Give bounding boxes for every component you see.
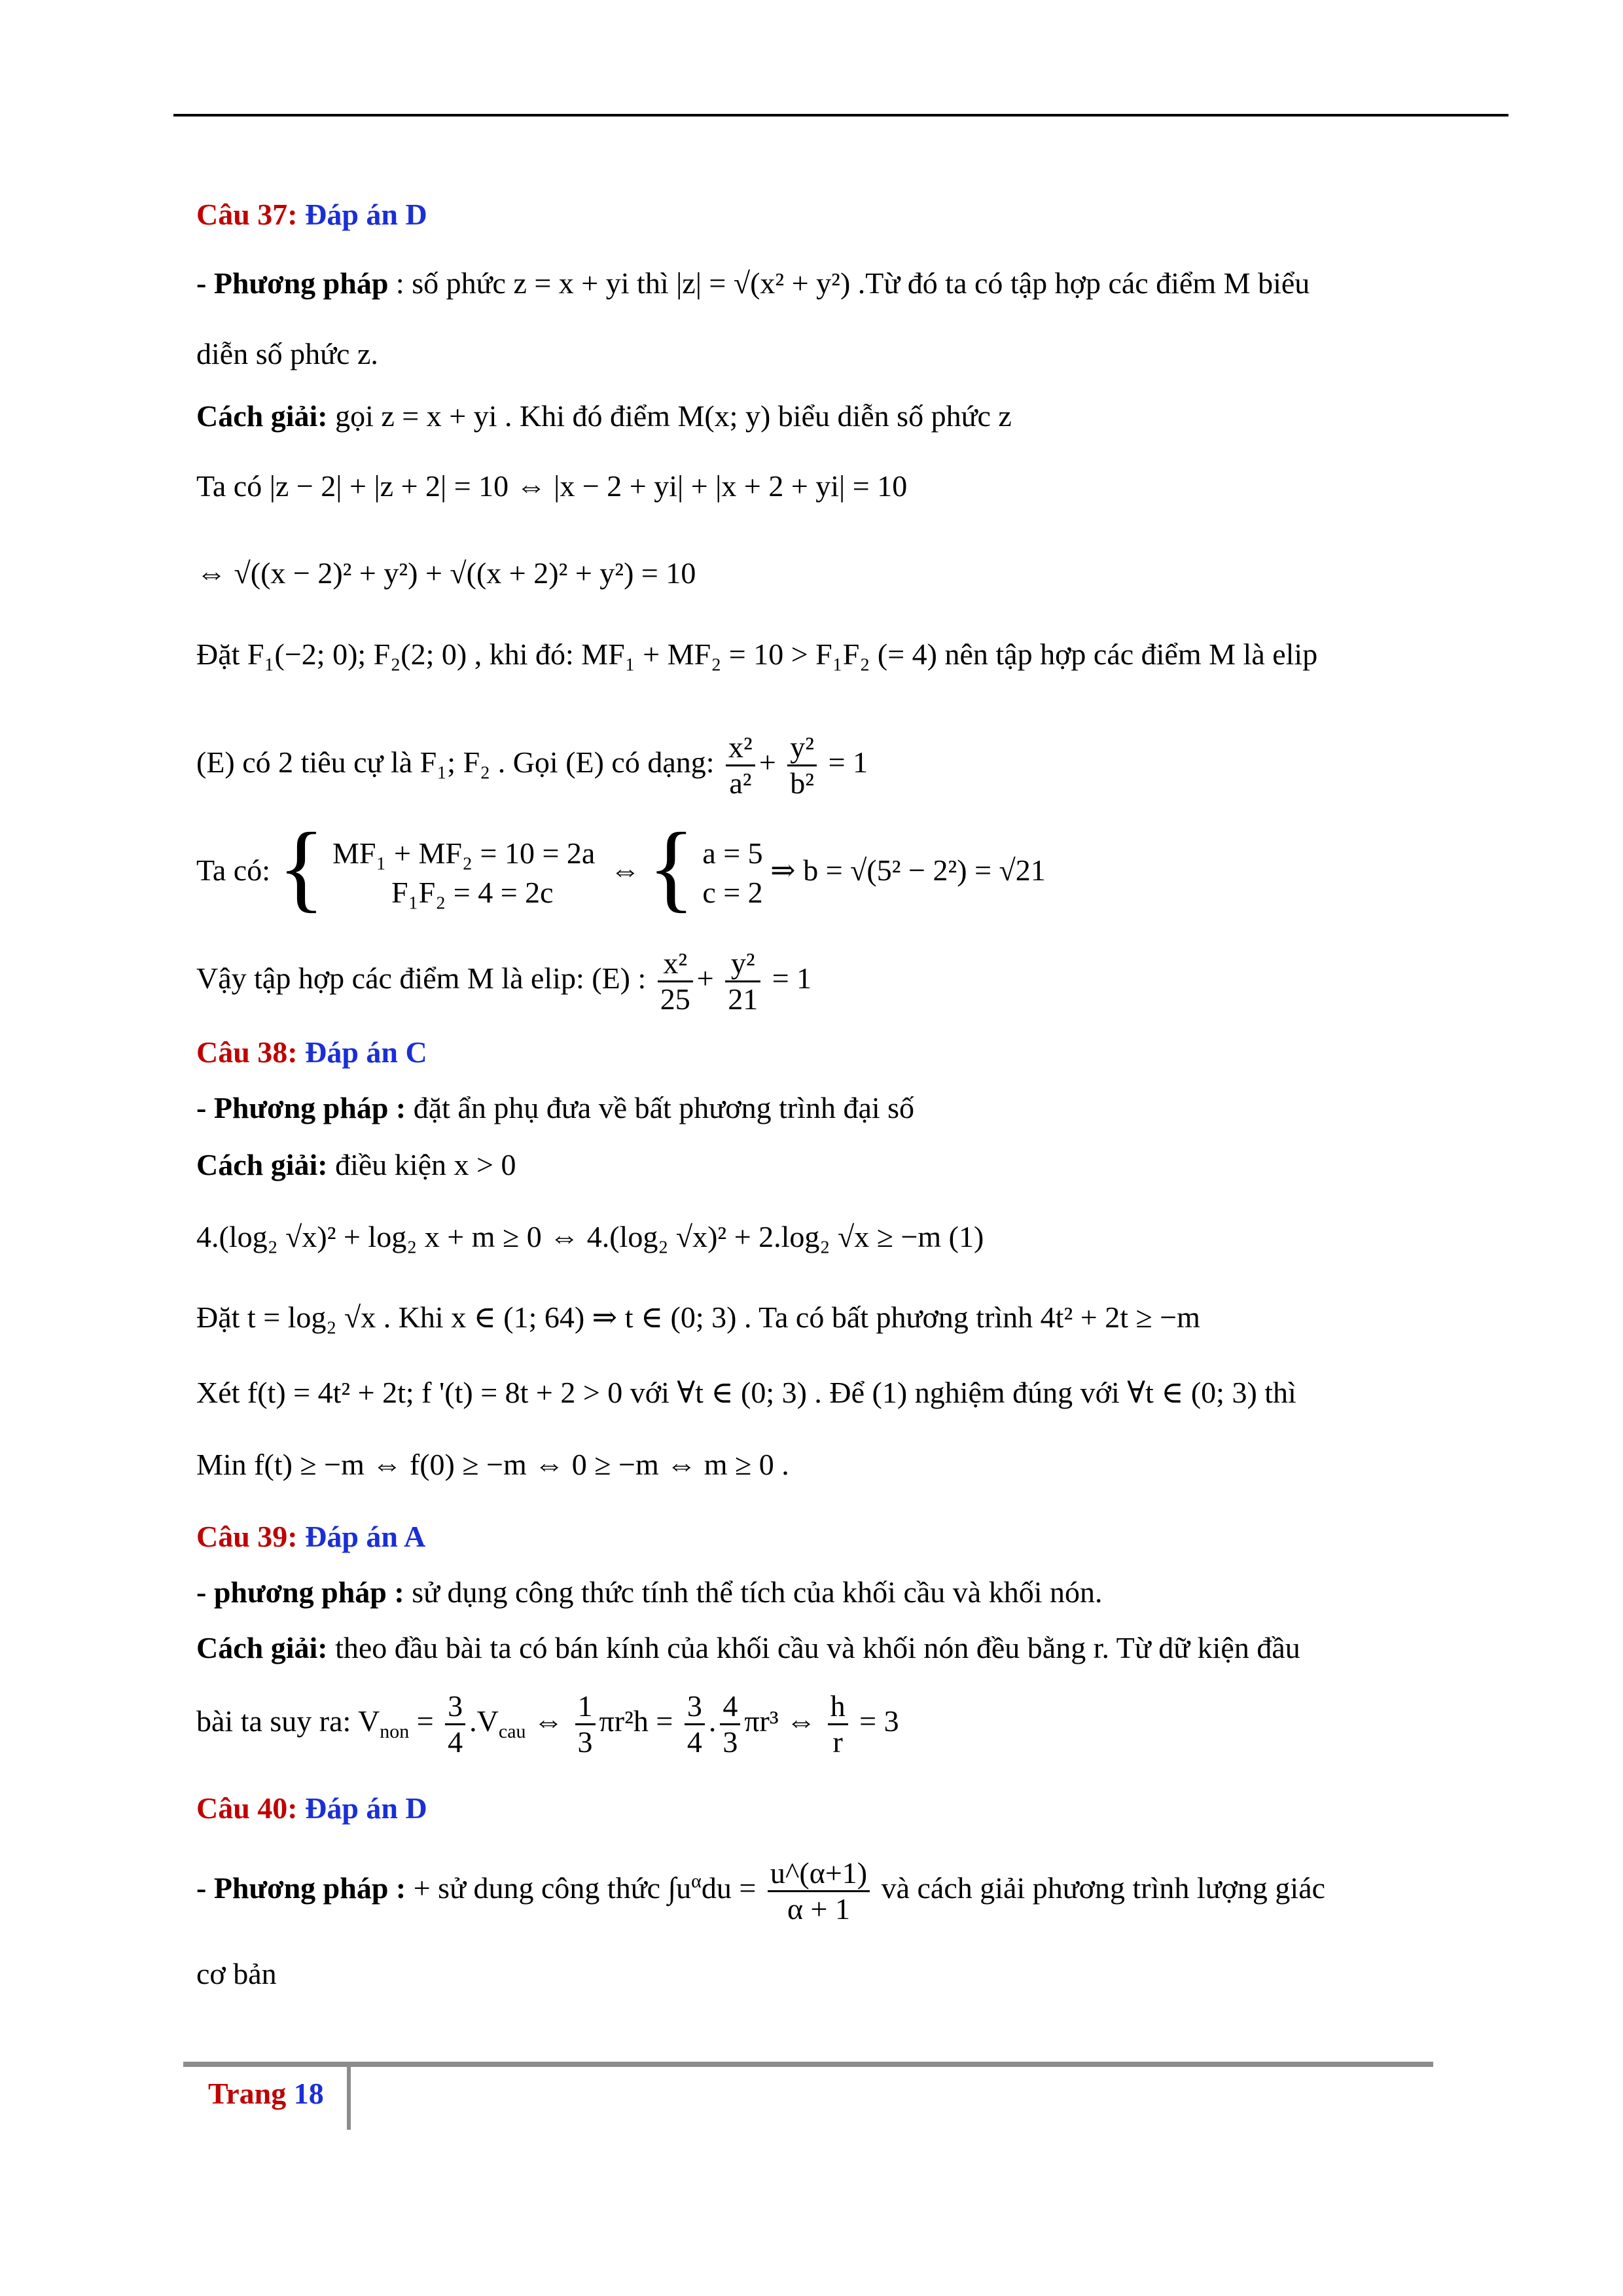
q38-solution bbox=[196, 1147, 516, 1183]
fraction: $\frac{3}{4}$ bbox=[445, 1689, 465, 1759]
q40-method: - Phương pháp : + sử dung công thức $\int u^\alpha du$ = $\frac{u\^{}(\alpha+1)}{\alpha + 1}$ và cách giải phương trình lượng giác bbox=[196, 1856, 1326, 1926]
left-brace: { bbox=[277, 813, 325, 922]
q39-line1: bài ta suy ra: $V_{non}$ = $\frac{3}{4}$ $.V_{cau}$ ⇔ $\frac{1}{3}$ πr²h = $\frac{3}{4}$ . $\frac{4}{3}$ πr³ ⇔ $\frac{h}{r}$ = 3 bbox=[196, 1689, 899, 1759]
q38-line1: 4.(log₂ √x)² + log₂ x + m ≥ 0 ⇔ 4.(log₂ √x)² + 2.log₂ √x ≥ −m (1) bbox=[196, 1220, 984, 1253]
q38-method-text: đặt ẩn phụ đưa về bất phương trình đại số bbox=[406, 1091, 915, 1124]
q39-solution bbox=[196, 1630, 1300, 1666]
fraction: $\frac{4}{3}$ bbox=[720, 1689, 740, 1759]
q39-method-text: sử dụng công thức tính thể tích của khối cầu và khối nón. bbox=[404, 1575, 1103, 1609]
q38-solution-text: điều kiện x > 0 bbox=[327, 1148, 516, 1181]
fraction: $\frac{h}{r}$ bbox=[828, 1689, 848, 1759]
q39-solution-text: theo đầu bài ta có bán kính của khối cầu và khối nón đều bằng r. Từ dữ kiện đầu bbox=[327, 1631, 1300, 1664]
q40-answer: Đáp án D bbox=[305, 1791, 427, 1825]
q39-solution-label: Cách giải: bbox=[196, 1631, 328, 1664]
q40-method-cont: cơ bản bbox=[196, 1957, 277, 1990]
q39-answer: Đáp án A bbox=[305, 1520, 426, 1553]
q37-line5: Ta có: { MF₁ + MF₂ = 10 = 2a F₁F₂ = 4 = 2c ⇔ { a = 5 c = 2 ⇒ b = √(5² − 2²) = √21 bbox=[196, 813, 1046, 922]
q38-solution-label: Cách giải: bbox=[196, 1148, 328, 1181]
q37-line6: Vậy tập hợp các điểm M là elip: (E) : $\frac{\text{x²}}{25}$ + $\frac{\text{y²}}{21}$ = 1 bbox=[196, 946, 812, 1016]
fraction: $\frac{\text{x²}}{\text{a²}}$ bbox=[726, 730, 755, 800]
footer-divider bbox=[347, 2064, 351, 2130]
system-2: a = 5 c = 2 bbox=[702, 836, 763, 910]
fraction: $\frac{u\^{}(\alpha+1)}{\alpha + 1}$ bbox=[768, 1856, 870, 1926]
q37-method-text: : số phức z = x + yi thì |z| = √(x² + y²) .Từ đó ta có tập hợp các điểm M biểu bbox=[388, 266, 1310, 300]
q37-line6-text: Vậy tập hợp các điểm M là elip: (E) : bbox=[196, 961, 654, 995]
q38-answer: Đáp án C bbox=[305, 1035, 427, 1069]
q37-solution bbox=[196, 398, 1012, 435]
system-1: MF₁ + MF₂ = 10 = 2a F₁F₂ = 4 = 2c bbox=[332, 836, 596, 910]
q39-method-label: - phương pháp : bbox=[196, 1575, 404, 1609]
fraction: $\frac{\text{y²}}{21}$ bbox=[725, 946, 760, 1016]
q40-number: Câu 40: bbox=[196, 1791, 306, 1825]
fraction: $\frac{\text{y²}}{\text{b²}}$ bbox=[787, 730, 817, 800]
q38-line3: Xét f(t) = 4t² + 2t; f '(t) = 8t + 2 > 0 với ∀t ∈ (0; 3) . Để (1) nghiệm đúng với ∀t ∈ (0; 3) thì bbox=[196, 1376, 1296, 1409]
q38-heading bbox=[196, 1034, 427, 1071]
q37-solution-text: gọi z = x + yi . Khi đó điểm M(x; y) biểu diễn số phức z bbox=[327, 399, 1012, 433]
q37-answer: Đáp án D bbox=[305, 198, 427, 231]
fraction: $\frac{1}{3}$ bbox=[575, 1689, 596, 1759]
q37-line4-text: (E) có 2 tiêu cự là F₁; F₂ . Gọi (E) có dạng: bbox=[196, 745, 722, 779]
q40-method-label: - Phương pháp : bbox=[196, 1871, 406, 1905]
header-rule bbox=[173, 114, 1508, 117]
q37-line3: Đặt F₁(−2; 0); F₂(2; 0) , khi đó: MF₁ + MF₂ = 10 > F₁F₂ (= 4) nên tập hợp các điểm M là elip bbox=[196, 637, 1318, 671]
q37-number: Câu 37: bbox=[196, 198, 306, 231]
q40-heading bbox=[196, 1790, 427, 1827]
fraction: $\frac{3}{4}$ bbox=[685, 1689, 705, 1759]
q37-method-label: - Phương pháp bbox=[196, 266, 389, 300]
fraction: $\frac{\text{x²}}{25}$ bbox=[658, 946, 693, 1016]
q38-method bbox=[196, 1090, 914, 1126]
q39-number: Câu 39: bbox=[196, 1520, 306, 1553]
left-brace: { bbox=[647, 813, 695, 922]
page-number bbox=[208, 2076, 324, 2111]
q37-line2: ⇔ √((x − 2)² + y²) + √((x + 2)² + y²) = 10 bbox=[196, 556, 696, 590]
page-label: Trang bbox=[208, 2077, 294, 2110]
q38-number: Câu 38: bbox=[196, 1035, 306, 1069]
page-num: 18 bbox=[293, 2077, 324, 2110]
q37-solution-label: Cách giải: bbox=[196, 399, 328, 433]
q37-line4: (E) có 2 tiêu cự là F₁; F₂ . Gọi (E) có dạng: $\frac{\text{x²}}{\text{a²}}$ + $\frac{\text{y²}}{\text{b²}}$ = 1 bbox=[196, 730, 868, 800]
q37-method-cont: diễn số phức z. bbox=[196, 337, 378, 370]
q39-method bbox=[196, 1574, 1102, 1611]
q37-heading bbox=[196, 196, 427, 233]
q37-method bbox=[196, 265, 1310, 302]
q38-line2: Đặt t = log₂ √x . Khi x ∈ (1; 64) ⇒ t ∈ (0; 3) . Ta có bất phương trình 4t² + 2t ≥ −m bbox=[196, 1300, 1200, 1334]
q38-line4: Min f(t) ≥ −m ⇔ f(0) ≥ −m ⇔ 0 ≥ −m ⇔ m ≥ 0 . bbox=[196, 1448, 789, 1481]
q38-method-label: - Phương pháp : bbox=[196, 1091, 406, 1124]
footer-rule bbox=[183, 2062, 1433, 2067]
q39-heading bbox=[196, 1518, 425, 1555]
q37-line1: Ta có |z − 2| + |z + 2| = 10 ⇔ |x − 2 + yi| + |x + 2 + yi| = 10 bbox=[196, 469, 908, 503]
